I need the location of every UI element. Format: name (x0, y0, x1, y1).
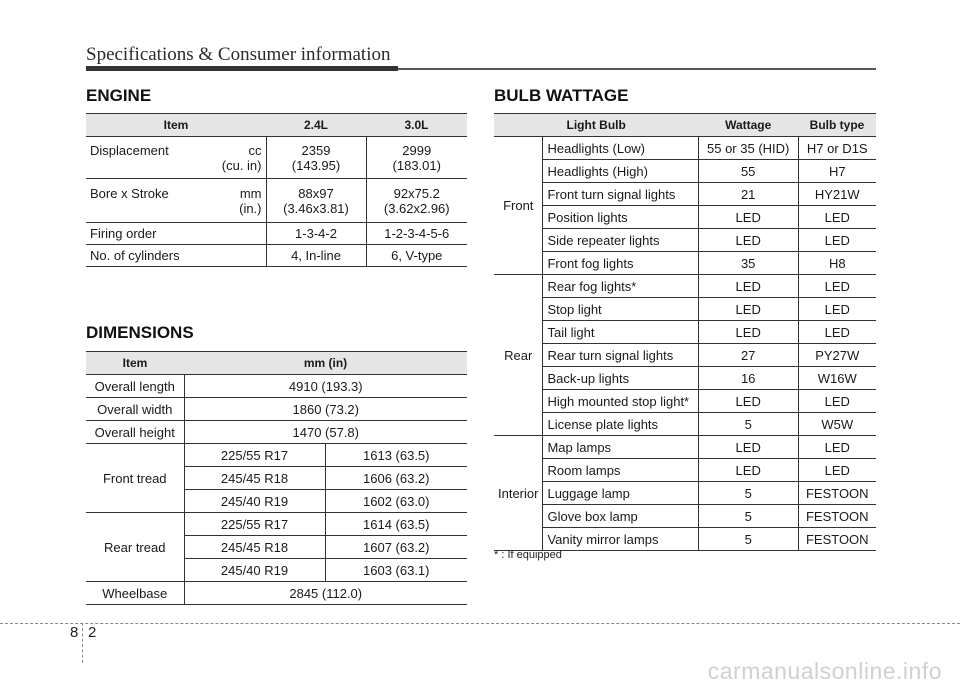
value-cell: 1607 (63.2) (325, 536, 467, 559)
page-section-number: 8 (70, 624, 79, 641)
bulb-name: Front turn signal lights (543, 183, 698, 206)
table-row (86, 513, 467, 536)
watermark: carmanualsonline.info (707, 658, 942, 684)
bulb-name: High mounted stop light* (543, 390, 698, 413)
bulb-type-cell: LED (798, 390, 876, 413)
row-label: Overall height (86, 421, 184, 444)
wattage-cell: 55 or 35 (HID) (698, 137, 798, 160)
bulb-type-cell: PY27W (798, 344, 876, 367)
value-cell: 2359 (143.95) (266, 137, 366, 179)
wattage-cell: LED (698, 275, 798, 298)
wattage-cell: LED (698, 390, 798, 413)
unit-label: (in.) (239, 200, 262, 216)
bulb-name: Rear turn signal lights (543, 344, 698, 367)
table-row (494, 160, 876, 183)
table-row (86, 179, 467, 223)
group-label: Rear (494, 275, 543, 436)
tire-size: 225/55 R17 (184, 444, 325, 467)
table-row (494, 413, 876, 436)
column-header: Light Bulb (494, 114, 698, 137)
row-label: Front tread (86, 444, 184, 513)
group-label: Front (494, 137, 543, 275)
dimensions-table (86, 351, 467, 605)
bulb-name: Headlights (High) (543, 160, 698, 183)
bulb-type-cell: LED (798, 321, 876, 344)
tire-size: 245/45 R18 (184, 467, 325, 490)
bulb-type-cell: LED (798, 459, 876, 482)
row-label (86, 137, 266, 179)
row-label (86, 179, 266, 223)
wattage-cell: LED (698, 436, 798, 459)
bulb-type-cell: H8 (798, 252, 876, 275)
bulb-wattage-table (494, 113, 876, 551)
table-row (494, 436, 876, 459)
value-cell: 1-3-4-2 (266, 223, 366, 245)
row-label: Overall length (86, 375, 184, 398)
table-row (494, 390, 876, 413)
bulb-type-cell: LED (798, 275, 876, 298)
bulb-type-cell: H7 or D1S (798, 137, 876, 160)
value-cell: 92x75.2 (3.62x2.96) (366, 179, 467, 223)
table-row (494, 367, 876, 390)
bulb-name: Headlights (Low) (543, 137, 698, 160)
tire-size: 245/40 R19 (184, 490, 325, 513)
wattage-cell: 5 (698, 505, 798, 528)
column-header: Bulb type (798, 114, 876, 137)
value-cell: 6, V-type (366, 245, 467, 267)
table-row (494, 229, 876, 252)
bulb-type-cell: LED (798, 206, 876, 229)
unit-label: cc (248, 142, 262, 158)
table-row (86, 223, 467, 245)
table-row (494, 459, 876, 482)
bulb-name: Position lights (543, 206, 698, 229)
group-label: Interior (494, 436, 543, 551)
column-header: Wattage (698, 114, 798, 137)
bulb-type-cell: LED (798, 436, 876, 459)
column-header: Item (86, 352, 184, 375)
value-cell: 2999 (183.01) (366, 137, 467, 179)
bulb-type-cell: H7 (798, 160, 876, 183)
table-row (494, 482, 876, 505)
item-label: Displacement (90, 142, 169, 158)
row-label: Rear tread (86, 513, 184, 582)
unit-label: (cu. in) (221, 157, 262, 173)
engine-table (86, 113, 467, 267)
page-header-title: Specifications & Consumer information (86, 44, 391, 65)
value-cell: 4910 (193.3) (184, 375, 467, 398)
wattage-cell: 16 (698, 367, 798, 390)
page-number: 2 (88, 624, 97, 641)
engine-heading: ENGINE (86, 86, 152, 105)
wattage-cell: 55 (698, 160, 798, 183)
wattage-cell: LED (698, 229, 798, 252)
bulb-name: Room lamps (543, 459, 698, 482)
bulb-type-cell: LED (798, 229, 876, 252)
table-row (86, 375, 467, 398)
wattage-cell: LED (698, 459, 798, 482)
table-row (86, 582, 467, 605)
footer-vertical-divider (82, 623, 83, 663)
column-header: 3.0L (366, 114, 467, 137)
value-cell: 4, In-line (266, 245, 366, 267)
wattage-cell: LED (698, 321, 798, 344)
bulb-type-cell: LED (798, 298, 876, 321)
table-row (494, 298, 876, 321)
table-row (86, 245, 467, 267)
table-row (494, 321, 876, 344)
table-row (494, 505, 876, 528)
dimensions-header-row (86, 352, 467, 375)
wattage-cell: 5 (698, 528, 798, 551)
footer-divider (0, 623, 960, 624)
bulb-name: Rear fog lights* (543, 275, 698, 298)
bulb-type-cell: W16W (798, 367, 876, 390)
row-label: Overall width (86, 398, 184, 421)
bulb-type-cell: FESTOON (798, 482, 876, 505)
row-label: Firing order (86, 223, 266, 245)
dimensions-heading: DIMENSIONS (86, 323, 194, 342)
bulb-name: Side repeater lights (543, 229, 698, 252)
value-cell: 1-2-3-4-5-6 (366, 223, 467, 245)
table-row (86, 137, 467, 179)
header-rule-dark (86, 66, 398, 71)
value-cell: 1606 (63.2) (325, 467, 467, 490)
tire-size: 225/55 R17 (184, 513, 325, 536)
table-row (86, 444, 467, 467)
tire-size: 245/40 R19 (184, 559, 325, 582)
table-row (494, 206, 876, 229)
row-label: No. of cylinders (86, 245, 266, 267)
item-label: Bore x Stroke (90, 185, 169, 201)
value-cell: 1614 (63.5) (325, 513, 467, 536)
bulb-type-cell: HY21W (798, 183, 876, 206)
table-row (494, 528, 876, 551)
footnote: * : If equipped (494, 549, 562, 561)
value-cell: 2845 (112.0) (184, 582, 467, 605)
bulb-wattage-heading: BULB WATTAGE (494, 86, 629, 105)
value-cell: 1603 (63.1) (325, 559, 467, 582)
wattage-cell: 27 (698, 344, 798, 367)
unit-label: mm (239, 185, 262, 201)
bulb-name: Back-up lights (543, 367, 698, 390)
bulb-name: License plate lights (543, 413, 698, 436)
column-header: mm (in) (184, 352, 467, 375)
table-row (86, 421, 467, 444)
table-row (494, 344, 876, 367)
bulb-name: Map lamps (543, 436, 698, 459)
value-cell: 1470 (57.8) (184, 421, 467, 444)
bulb-type-cell: FESTOON (798, 505, 876, 528)
value-cell: 1602 (63.0) (325, 490, 467, 513)
bulb-name: Vanity mirror lamps (543, 528, 698, 551)
value-cell: 1860 (73.2) (184, 398, 467, 421)
table-row (86, 398, 467, 421)
wattage-cell: 35 (698, 252, 798, 275)
tire-size: 245/45 R18 (184, 536, 325, 559)
wattage-cell: 21 (698, 183, 798, 206)
table-row (494, 137, 876, 160)
wattage-cell: 5 (698, 413, 798, 436)
table-row (494, 183, 876, 206)
table-row (494, 252, 876, 275)
column-header: Item (86, 114, 266, 137)
value-cell: 88x97 (3.46x3.81) (266, 179, 366, 223)
bulb-name: Stop light (543, 298, 698, 321)
wattage-cell: LED (698, 298, 798, 321)
bulb-type-cell: W5W (798, 413, 876, 436)
bulb-name: Tail light (543, 321, 698, 344)
engine-header-row (86, 114, 467, 137)
bulb-name: Front fog lights (543, 252, 698, 275)
header-rule-light (398, 68, 876, 70)
value-cell: 1613 (63.5) (325, 444, 467, 467)
bulb-type-cell: FESTOON (798, 528, 876, 551)
bulb-name: Luggage lamp (543, 482, 698, 505)
wattage-cell: 5 (698, 482, 798, 505)
column-header: 2.4L (266, 114, 366, 137)
row-label: Wheelbase (86, 582, 184, 605)
wattage-cell: LED (698, 206, 798, 229)
table-row (494, 275, 876, 298)
bulbs-header-row (494, 114, 876, 137)
bulb-name: Glove box lamp (543, 505, 698, 528)
